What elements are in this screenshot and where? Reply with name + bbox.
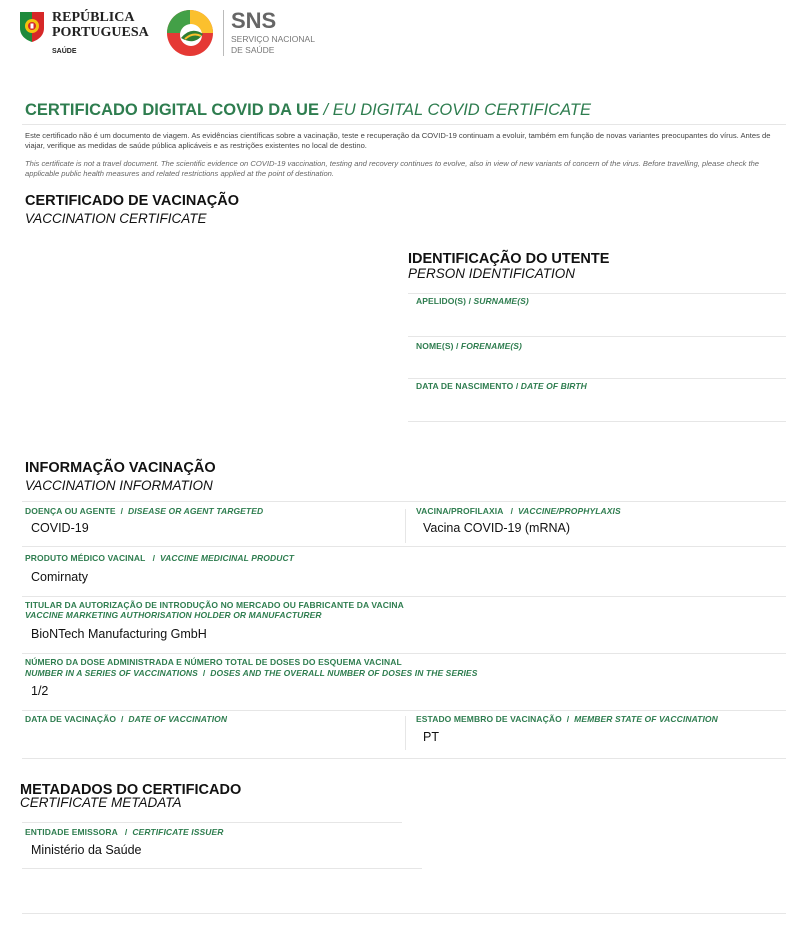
product-value: Comirnaty [31, 570, 88, 584]
surname-label: APELIDO(S) / SURNAME(S) [416, 296, 529, 306]
sns-sub1: SERVIÇO NACIONAL [231, 34, 315, 44]
dose-value: 1/2 [31, 684, 49, 698]
title-pt: CERTIFICADO DIGITAL COVID DA UE [25, 101, 319, 119]
holder-label-pt: TITULAR DA AUTORIZAÇÃO DE INTRODUÇÃO NO MERCADO OU FABRICANTE DA VACINA [25, 600, 404, 610]
sns-emblem-icon [165, 8, 215, 58]
vacc-sep-2 [22, 546, 786, 547]
republica-sub: SAÚDE [52, 48, 77, 55]
vaccine-label: VACINA/PROFILAXIA / VACCINE/PROPHYLAXIS [416, 506, 621, 516]
notice-en: This certificate is not a travel document. The scientific evidence on COVID-19 vaccination, testing and recovery continues to evolve, also in view of new variants of concern of the virus. Before travelling, please check the applicable public health measures and related restrictions applied at the point of destination. [25, 159, 760, 178]
title-separator [22, 124, 786, 125]
metadata-subheading: CERTIFICATE METADATA [20, 795, 182, 810]
disease-value: COVID-19 [31, 521, 89, 535]
vacc-sep-6 [22, 758, 786, 759]
vaccine-value: Vacina COVID-19 (mRNA) [423, 521, 571, 535]
forename-label: NOME(S) / FORENAME(S) [416, 341, 522, 351]
notice-pt: Este certificado não é um documento de viagem. As evidências científicas sobre a vacinação, teste e recuperação da COVID-19 continuam a evoluir, também em função de novas variantes preocupantes do vírus. Antes de viajar, verifique as medidas de saúde pública aplicáveis e as restrições existentes no local de destino. [25, 131, 771, 150]
title-en: / EU DIGITAL COVID CERTIFICATE [323, 101, 591, 119]
person-identification-heading: IDENTIFICAÇÃO DO UTENTE [408, 251, 610, 267]
product-label: PRODUTO MÉDICO VACINAL / VACCINE MEDICINAL PRODUCT [25, 553, 294, 563]
dob-label: DATA DE NASCIMENTO / DATE OF BIRTH [416, 381, 587, 391]
issuer-label: ENTIDADE EMISSORA / CERTIFICATE ISSUER [25, 827, 224, 837]
meta-sep-1 [22, 822, 402, 823]
date-label: DATA DE VACINAÇÃO / DATE OF VACCINATION [25, 714, 228, 724]
vacc-sep-3 [22, 596, 786, 597]
vacc-sep-4 [22, 653, 786, 654]
holder-label-en: VACCINE MARKETING AUTHORISATION HOLDER OR MANUFACTURER [25, 610, 322, 620]
metadata-heading: METADADOS DO CERTIFICADO [20, 782, 242, 798]
member-state-value: PT [423, 730, 439, 744]
meta-sep-2 [22, 868, 422, 869]
member-state-label: ESTADO MEMBRO DE VACINAÇÃO / MEMBER STATE OF VACCINATION [416, 714, 718, 724]
person-sep-2 [408, 336, 786, 337]
vacc-col-divider [405, 509, 406, 543]
certificate-title [25, 101, 591, 120]
vacc-sep-5 [22, 710, 786, 711]
person-sep-4 [408, 421, 786, 422]
vaccination-certificate-subheading: VACCINATION CERTIFICATE [25, 211, 207, 226]
sns-sub2: DE SAÚDE [231, 45, 275, 55]
sns-title: SNS [231, 8, 277, 33]
disease-label: DOENÇA OU AGENTE / DISEASE OR AGENT TARGETED [25, 506, 264, 516]
dose-label-en: NUMBER IN A SERIES OF VACCINATIONS / DOSES AND THE OVERALL NUMBER OF DOSES IN THE SERIES [25, 668, 478, 678]
dose-label-pt: NÚMERO DA DOSE ADMINISTRADA E NÚMERO TOTAL DE DOSES DO ESQUEMA VACINAL [25, 657, 402, 667]
republica-portuguesa-logo [18, 8, 153, 58]
portugal-shield-icon [18, 10, 46, 44]
date-col-divider [405, 716, 406, 750]
sns-divider [223, 10, 224, 56]
holder-value: BioNTech Manufacturing GmbH [31, 627, 207, 641]
vaccination-certificate-heading: CERTIFICADO DE VACINAÇÃO [25, 193, 240, 209]
vacc-sep-1 [22, 501, 786, 502]
issuer-value: Ministério da Saúde [31, 843, 142, 857]
sns-logo [165, 6, 325, 60]
republica-line1: REPÚBLICA [52, 10, 135, 25]
republica-line2: PORTUGUESA [52, 25, 149, 40]
meta-sep-3 [22, 913, 786, 914]
person-identification-subheading: PERSON IDENTIFICATION [408, 266, 576, 281]
vaccination-info-subheading: VACCINATION INFORMATION [25, 478, 213, 493]
person-sep-3 [408, 378, 786, 379]
person-sep-1 [408, 293, 786, 294]
vaccination-info-heading: INFORMAÇÃO VACINAÇÃO [25, 460, 216, 476]
